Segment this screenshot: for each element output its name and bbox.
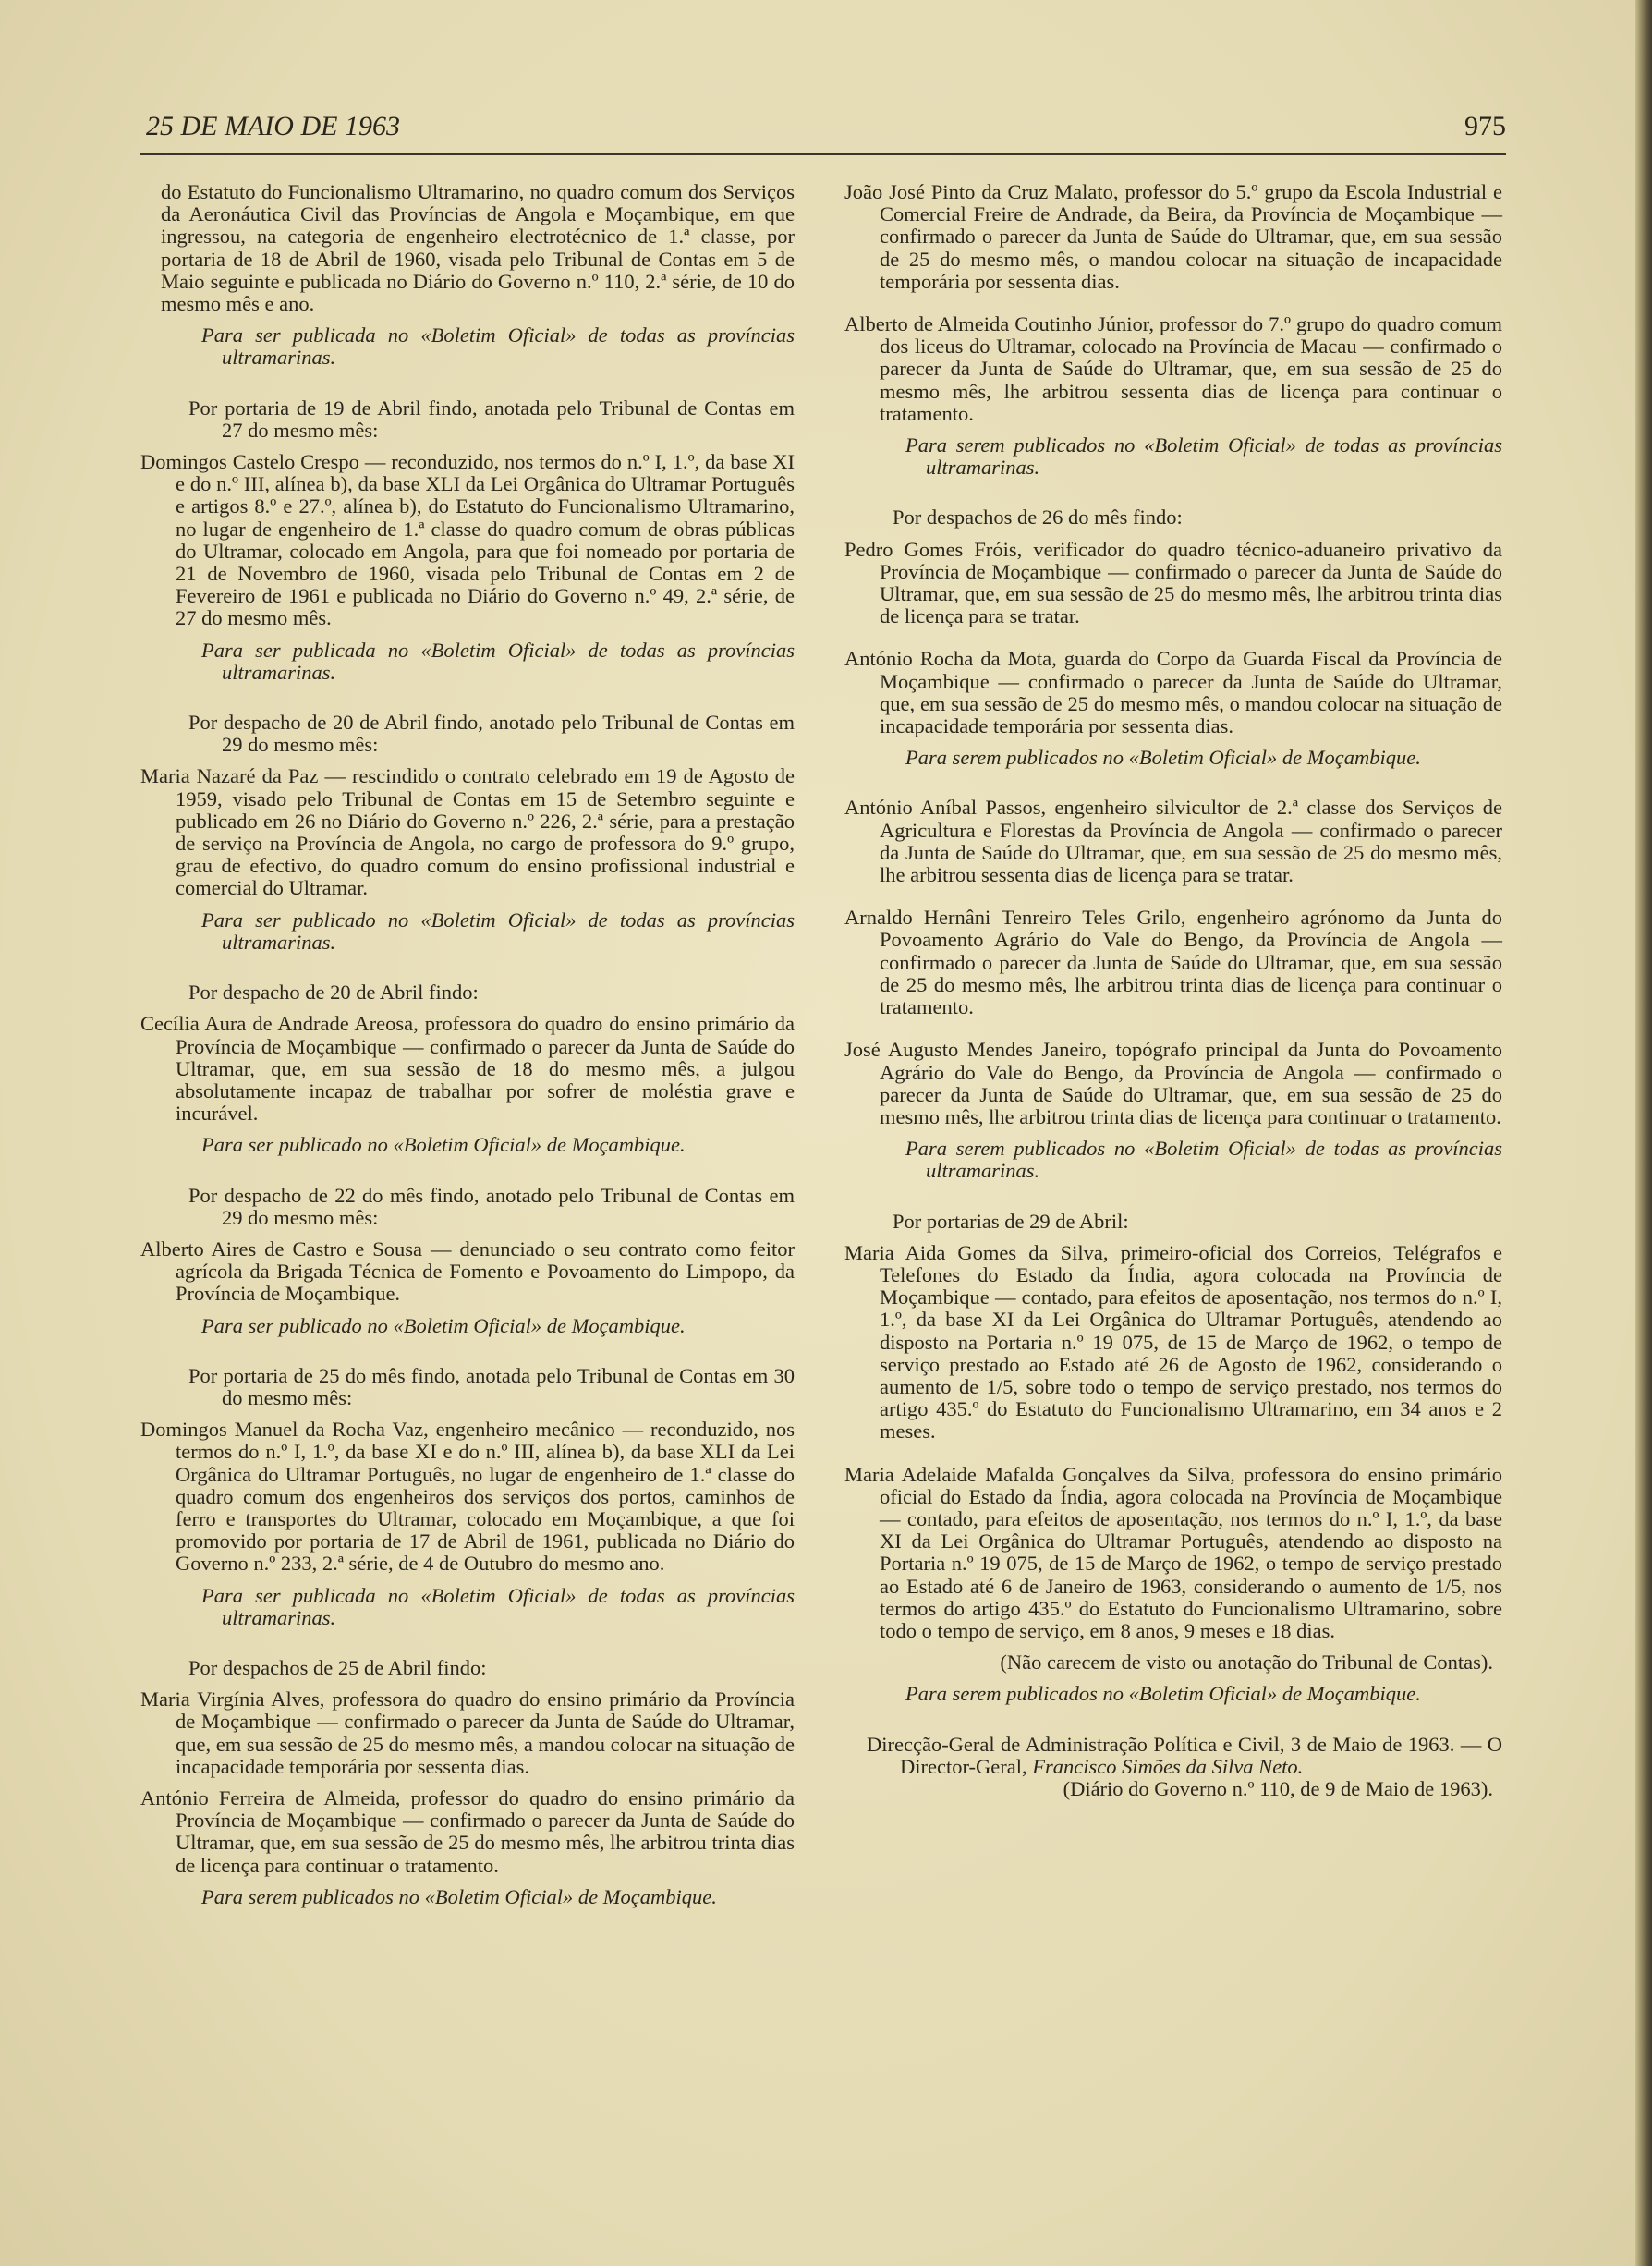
publication-note: Para ser publicado no «Boletim Oficial» de Moçambique. [201,1313,686,1337]
dispatch-intro: Por portarias de 29 de Abril: [893,1209,1129,1233]
dispatch-entry: Pedro Gomes Fróis, verificador do quadro técnico-aduaneiro privativo da Província de Moçambique — confirmado o parecer da Junta de Saúde do Ultramar, que, em sua sessão de 25 do mesmo mês, lhe arbitrou trinta dias de licença para se tratar. [844,537,1502,628]
left-column [140,181,795,1908]
dispatch-intro: Por despacho de 22 do mês findo, anotado pelo Tribunal de Contas em 29 do mesmo mês: [188,1183,795,1229]
dispatch-entry: Maria Aida Gomes da Silva, primeiro-oficial dos Correios, Telégrafos e Telefones do Estado da Índia, agora colocada na Província de Moçambique — contado, para efeitos de aposentação, nos termos do n.º I, 1.º, da base XI da Lei Orgânica do Ultramar Português, atendendo ao disposto na Portaria n.º 19 075, de 15 de Março de 1962, o tempo de serviço prestado ao Estado até 26 de Agosto de 1962, considerando o aumento de 1/5, sobre todo o tempo de serviço prestado, nos termos do artigo 435.º do Estatuto do Funcionalismo Ultramarino, em 34 anos e 2 meses. [844,1240,1502,1444]
publication-note: Para ser publicado no «Boletim Oficial» de todas as províncias ultramarinas. [201,908,795,954]
signature-name: Francisco Simões da Silva Neto. [1032,1754,1304,1778]
publication-note: Para serem publicados no «Boletim Oficial» de Moçambique. [201,1884,717,1908]
right-column [844,181,1502,1800]
page-edge-shadow [1635,0,1652,2266]
dispatch-entry: Maria Adelaide Mafalda Gonçalves da Silva, professora do ensino primário oficial do Estado da Índia, agora colocada na Província de Moçambique — contado, para efeitos de aposentação, nos termos do n.º I, 1.º, da base XI da Lei Orgânica do Ultramar Português, atendendo ao disposto na Portaria n.º 19 075, de 15 de Março de 1962, o tempo de serviço prestado ao Estado até 6 de Janeiro de 1963, considerando o aumento de 1/5, nos termos do artigo 435.º do Estatuto do Funcionalismo Ultramarino, sobre todo o tempo de serviço, em 8 anos, 9 meses e 18 dias. [844,1462,1502,1642]
dispatch-entry: Domingos Castelo Crespo — reconduzido, nos termos do n.º I, 1.º, da base XI e do n.º III, alínea b), da base XLI da Lei Orgânica do Ultramar Português e artigos 8.º e 27.º, alínea b), do Estatuto do Funcionalismo Ultramarino, no lugar de engenheiro de 1.ª classe do quadro comum de obras públicas do Ultramar, colocado em Angola, para que foi nomeado por portaria de 21 de Novembro de 1960, visada pelo Tribunal de Contas em 2 de Fevereiro de 1961 e publicada no Diário do Governo n.º 49, 2.ª série, de 27 do mesmo mês. [140,450,795,630]
publication-note: Para ser publicada no «Boletim Oficial» de todas as províncias ultramarinas. [201,1583,795,1629]
dispatch-entry: João José Pinto da Cruz Malato, professor do 5.º grupo da Escola Industrial e Comercial Freire de Andrade, da Beira, da Província de Moçambique — confirmado o parecer da Junta de Saúde do Ultramar, que, em sua sessão de 25 do mesmo mês, o mandou colocar na situação de incapacidade temporária por sessenta dias. [844,180,1502,293]
source-citation: (Diário do Governo n.º 110, de 9 de Maio de 1963). [1063,1776,1493,1800]
publication-note: Para serem publicados no «Boletim Oficial» de todas as províncias ultramarinas. [905,1137,1502,1183]
publication-note: Para serem publicados no «Boletim Oficial» de Moçambique. [905,1682,1421,1706]
dispatch-entry: Domingos Manuel da Rocha Vaz, engenheiro mecânico — reconduzido, nos termos do n.º I, 1.º, da base XI e do n.º III, alínea b), da base XLI da Lei Orgânica do Ultramar Português, no lugar de engenheiro de 1.ª classe do quadro comum dos engenheiros dos serviços dos portos, caminhos de ferro e transportes do Ultramar, colocado em Moçambique, a que foi promovido por portaria de 17 de Abril de 1961, publicada no Diário do Governo n.º 233, 2.ª série, de 4 de Outubro do mesmo ano. [140,1418,795,1576]
dispatch-entry: Arnaldo Hernâni Tenreiro Teles Grilo, engenheiro agrónomo da Junta do Povoamento Agrário do Vale do Bengo, da Província de Angola — confirmado o parecer da Junta de Saúde do Ultramar, que, em sua sessão de 25 do mesmo mês, lhe arbitrou trinta dias de licença para continuar o tratamento. [844,906,1502,1019]
dispatch-entry: Alberto Aires de Castro e Sousa — denunciado o seu contrato como feitor agrícola da Brigada Técnica de Fomento e Povoamento do Limpopo, da Província de Moçambique. [140,1237,795,1306]
visa-note: (Não carecem de visto ou anotação do Tribunal de Contas). [1000,1651,1493,1675]
publication-note: Para serem publicados no «Boletim Oficial» de Moçambique. [905,746,1421,770]
dispatch-entry: António Rocha da Mota, guarda do Corpo da Guarda Fiscal da Província de Moçambique — confirmado o parecer da Junta de Saúde do Ultramar, que, em sua sessão de 25 do mesmo mês, o mandou colocar na situação de incapacidade temporária por sessenta dias. [844,647,1502,738]
dispatch-entry: José Augusto Mendes Janeiro, topógrafo principal da Junta do Povoamento Agrário do Vale do Bengo, da Província de Angola — confirmado o parecer da Junta de Saúde do Ultramar, que, em sua sessão de 25 do mesmo mês, lhe arbitrou trinta dias de licença para continuar o tratamento. [844,1038,1502,1128]
page-header [140,111,1506,155]
signature-line [844,1734,1502,1778]
dispatch-entry: Maria Nazaré da Paz — rescindido o contrato celebrado em 19 de Agosto de 1959, visado pelo Tribunal de Contas em 15 de Setembro seguinte e publicado em 26 no Diário do Governo n.º 226, 2.ª série, para a prestação de serviço na Província de Angola, no cargo de professora do 9.º grupo, grau de efectivo, do quadro comum do ensino profissional industrial e comercial do Ultramar. [140,764,795,900]
publication-note: Para ser publicado no «Boletim Oficial» de Moçambique. [201,1133,686,1157]
dispatch-entry: António Ferreira de Almeida, professor do quadro do ensino primário da Província de Moçambique — confirmado o parecer da Junta de Saúde do Ultramar, que, em sua sessão de 25 do mesmo mês, lhe arbitrou trinta dias de licença para continuar o tratamento. [140,1785,795,1877]
paragraph: do Estatuto do Funcionalismo Ultramarino, no quadro comum dos Serviços da Aeronáutica Civil das Províncias de Angola e Moçambique, em que ingressou, na categoria de engenheiro electrotécnico de 1.ª classe, por portaria de 18 de Abril de 1960, visada pelo Tribunal de Contas em 5 de Maio seguinte e publicada no Diário do Governo n.º 110, 2.ª série, de 10 do mesmo mês e ano. [161,180,795,316]
dispatch-entry: Maria Virgínia Alves, professora do quadro do ensino primário da Província de Moçambique — confirmado o parecer da Junta de Saúde do Ultramar, que, em sua sessão de 25 do mesmo mês, a mandou colocar na situação de incapacidade temporária por sessenta dias. [140,1687,795,1778]
dispatch-intro: Por despachos de 26 do mês findo: [893,506,1183,530]
dispatch-entry: António Aníbal Passos, engenheiro silvicultor de 2.ª classe dos Serviços de Agricultura e Florestas da Província de Angola — confirmado o parecer da Junta de Saúde do Ultramar, que, em sua sessão de 25 do mesmo mês, lhe arbitrou sessenta dias de licença para se tratar. [844,796,1502,887]
dispatch-entry: Alberto de Almeida Coutinho Júnior, professor do 7.º grupo do quadro comum dos liceus do Ultramar, colocado na Província de Macau — confirmado o parecer da Junta de Saúde do Ultramar, que, em sua sessão de 25 do mesmo mês, lhe arbitrou sessenta dias de licença para continuar o tratamento. [844,312,1502,425]
header-date: 25 DE MAIO DE 1963 [146,111,400,141]
dispatch-intro: Por portaria de 19 de Abril findo, anotada pelo Tribunal de Contas em 27 do mesmo mês: [188,396,795,442]
dispatch-intro: Por despachos de 25 de Abril findo: [188,1655,487,1679]
publication-note: Para ser publicada no «Boletim Oficial» de todas as províncias ultramarinas. [201,638,795,684]
dispatch-intro: Por portaria de 25 do mês findo, anotada pelo Tribunal de Contas em 30 do mesmo mês: [188,1363,795,1409]
dispatch-entry: Cecília Aura de Andrade Areosa, professora do quadro do ensino primário da Província de Moçambique — confirmado o parecer da Junta de Saúde do Ultramar, que, em sua sessão de 18 do mesmo mês, a julgou absolutamente incapaz de trabalhar por sofrer de moléstia grave e incurável. [140,1012,795,1126]
publication-note: Para serem publicados no «Boletim Oficial» de todas as províncias ultramarinas. [905,433,1502,480]
dispatch-intro: Por despacho de 20 de Abril findo: [188,981,479,1005]
publication-note: Para ser publicada no «Boletim Oficial» de todas as províncias ultramarinas. [201,323,795,370]
page-number: 975 [1464,111,1506,141]
dispatch-intro: Por despacho de 20 de Abril findo, anotado pelo Tribunal de Contas em 29 do mesmo mês: [188,711,795,757]
signature-text: Direcção-Geral de Administração Política e Civil, 3 de Maio de 1963. — O Director-Geral, [867,1732,1502,1778]
